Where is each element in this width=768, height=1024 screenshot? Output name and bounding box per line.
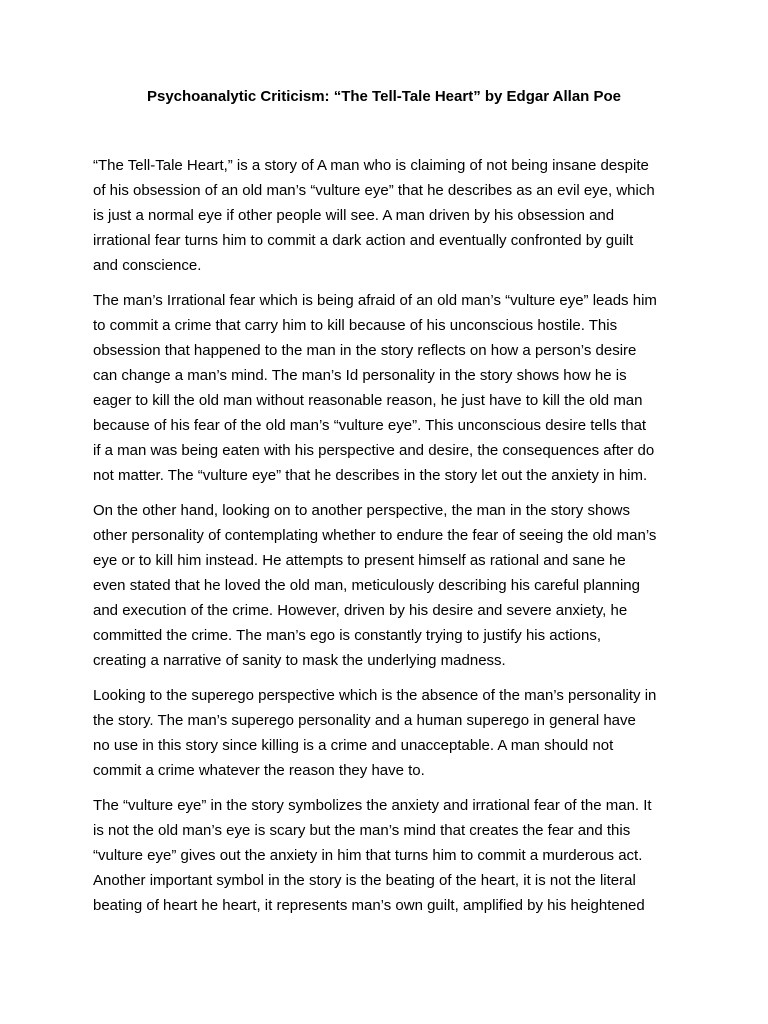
paragraph-line: On the other hand, looking on to another perspective, the man in the story shows <box>93 502 630 519</box>
paragraph-line: is not the old man’s eye is scary but the man’s mind that creates the fear and this <box>93 822 631 839</box>
paragraph-3 <box>93 498 683 673</box>
paragraph-line: committed the crime. The man’s ego is constantly trying to justify his actions, <box>93 627 601 644</box>
paragraph-line: other personality of contemplating whether to endure the fear of seeing the old man’s <box>93 527 657 544</box>
paragraph-line: creating a narrative of sanity to mask the underlying madness. <box>93 652 506 669</box>
paragraph-4 <box>93 683 683 783</box>
paragraph-line: not matter. The “vulture eye” that he describes in the story let out the anxiety in him. <box>93 467 648 484</box>
paragraph-line: because of his fear of the old man’s “vulture eye”. This unconscious desire tells that <box>93 417 647 434</box>
paragraph-line: “vulture eye” gives out the anxiety in him that turns him to commit a murderous act. <box>93 847 643 864</box>
document-title: Psychoanalytic Criticism: “The Tell-Tale Heart” by Edgar Allan Poe <box>146 88 622 105</box>
paragraph-line: can change a man’s mind. The man’s Id personality in the story shows how he is <box>93 367 627 384</box>
document-body <box>93 153 683 928</box>
paragraph-line: beating of heart he heart, it represents man’s own guilt, amplified by his heightened <box>93 897 645 914</box>
paragraph-line: to commit a crime that carry him to kill because of his unconscious hostile. This <box>93 317 618 334</box>
paragraph-line: commit a crime whatever the reason they have to. <box>93 762 425 779</box>
paragraph-1 <box>93 153 683 278</box>
paragraph-line: Another important symbol in the story is the beating of the heart, it is not the literal <box>93 872 636 889</box>
paragraph-line: eager to kill the old man without reasonable reason, he just have to kill the old man <box>93 392 643 409</box>
paragraph-line: and conscience. <box>93 257 202 274</box>
paragraph-line: eye or to kill him instead. He attempts to present himself as rational and sane he <box>93 552 626 569</box>
paragraph-line: irrational fear turns him to commit a dark action and eventually confronted by guilt <box>93 232 634 249</box>
paragraph-5 <box>93 793 683 918</box>
paragraph-line: The man’s Irrational fear which is being afraid of an old man’s “vulture eye” leads him <box>93 292 657 309</box>
paragraph-line: even stated that he loved the old man, meticulously describing his careful planning <box>93 577 640 594</box>
paragraph-line: of his obsession of an old man’s “vulture eye” that he describes as an evil eye, which <box>93 182 655 199</box>
paragraph-line: and execution of the crime. However, driven by his desire and severe anxiety, he <box>93 602 628 619</box>
paragraph-2 <box>93 288 683 488</box>
paragraph-line: the story. The man’s superego personality and a human superego in general have <box>93 712 636 729</box>
paragraph-line: Looking to the superego perspective which is the absence of the man’s personality in <box>93 687 657 704</box>
paragraph-line: “The Tell-Tale Heart,” is a story of A man who is claiming of not being insane despite <box>93 157 649 174</box>
paragraph-line: no use in this story since killing is a crime and unacceptable. A man should not <box>93 737 614 754</box>
paragraph-line: is just a normal eye if other people will see. A man driven by his obsession and <box>93 207 615 224</box>
paragraph-line: obsession that happened to the man in the story reflects on how a person’s desire <box>93 342 637 359</box>
paragraph-line: The “vulture eye” in the story symbolizes the anxiety and irrational fear of the man. It <box>93 797 652 814</box>
paragraph-line: if a man was being eaten with his perspective and desire, the consequences after do <box>93 442 655 459</box>
